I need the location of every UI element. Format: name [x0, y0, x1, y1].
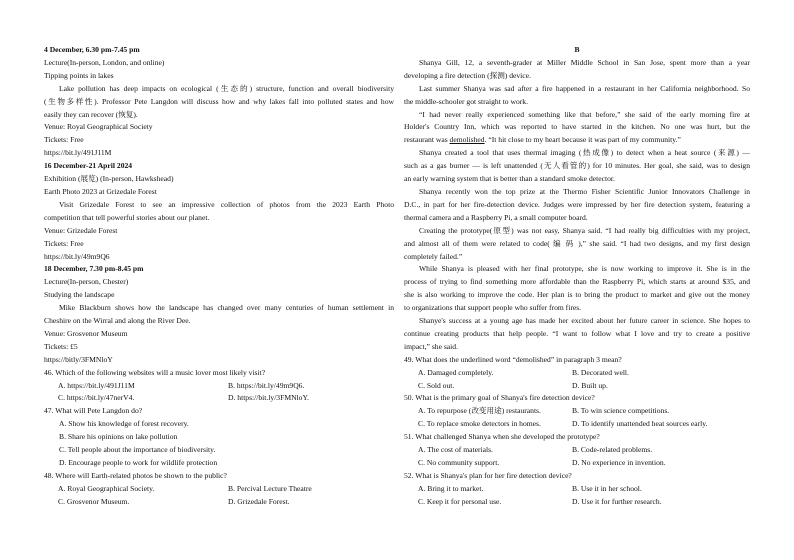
- option-row: [404, 483, 750, 496]
- passage-line: Shanye's success at a young age has made her excited about her future career in science. She hopes to: [419, 316, 750, 326]
- option-b[interactable]: B. To win science competitions.: [572, 406, 670, 416]
- event-description: easily they can recover (恢复).: [44, 109, 138, 119]
- event-type: Exhibition (展览) (In-person, Hawkshead): [44, 174, 174, 184]
- question-stem: 46. Which of the following websites will a music lover most likely visit?: [44, 367, 266, 377]
- option-row: [404, 380, 750, 393]
- event-venue: Venue: Royal Geographical Society: [44, 122, 153, 132]
- event-title: Earth Photo 2023 at Grizedale Forest: [44, 186, 157, 196]
- option-d[interactable]: D. Built up.: [572, 380, 608, 390]
- option-a[interactable]: A. Royal Geographical Society.: [58, 483, 155, 493]
- event-description: Visit Grizedale Forest to see an impressive collection of photos from the 2023 Earth Photo: [59, 199, 394, 209]
- question-stem: 47. What will Pete Langdon do?: [44, 406, 143, 416]
- event-link[interactable]: https://bit.ly/491J11M: [44, 148, 112, 158]
- option-d[interactable]: D. No experience in invention.: [572, 458, 666, 467]
- passage-line: Creating the prototype(原型) was not easy, Shanya said. “I had really big difficulties with my project,: [419, 225, 750, 235]
- passage-line: to organizations that support people who suffer from fires.: [404, 303, 582, 313]
- option-b[interactable]: B. Decorated well.: [572, 367, 629, 377]
- passage-line: continue creating products that help people. “I want to follow what I love and try to create a positive: [404, 328, 750, 338]
- event-date: 4 December, 6.30 pm-7.45 pm: [44, 45, 140, 54]
- option-c[interactable]: C. No community support.: [418, 458, 500, 467]
- event-type: Lecture(In-person, Chester): [44, 277, 129, 287]
- question-stem: 51. What challenged Shanya when she developed the prototype?: [404, 432, 600, 442]
- event-title: Studying the landscape: [44, 290, 115, 300]
- option-row: [404, 405, 750, 418]
- event-venue: Venue: Grizedale Forest: [44, 225, 118, 235]
- event-description: competition that tell powerful stories about our planet.: [44, 212, 210, 222]
- option-d[interactable]: D. Encourage people to work for wildlife protection: [59, 458, 218, 467]
- passage-line: process of trying to find something more affordable than the Raspberry Pi, which starts at around $35, and: [404, 277, 750, 287]
- event-type: Lecture(In-person, London, and online): [44, 57, 165, 67]
- option-b[interactable]: B. https://bit.ly/49m9Q6.: [228, 380, 305, 390]
- option-a[interactable]: A. Show his knowledge of forest recovery.: [59, 419, 189, 429]
- passage-line: Shanya Gill, 12, a seventh-grader at Miller Middle School in San Jose, spent more than a year: [419, 57, 750, 67]
- passage-line: the middle-schooler got straight to work.: [404, 96, 529, 106]
- passage-line: While Shanya is pleased with her final prototype, she is now working to improve it. She is in the: [419, 264, 750, 274]
- event-description: Lake pollution has deep impacts on ecological (生态的) structure, function and overall biodiversity: [59, 83, 394, 93]
- event-venue: Venue: Grosvenor Museum: [44, 328, 128, 338]
- passage-text: restaurant was: [404, 135, 450, 145]
- underlined-word: demolished: [449, 135, 485, 145]
- option-c[interactable]: C. Keep it for personal use.: [418, 496, 502, 506]
- passage-line: Holder's Country Inn, which was reported to have started in the kitchen. No one was hurt, but the: [404, 122, 750, 132]
- option-row: [404, 444, 750, 457]
- event-description: (生物多样性). Professor Pete Langdon will discuss how and why lakes fall into polluted states and how: [44, 96, 394, 106]
- option-c[interactable]: C. Tell people about the importance of biodiversity.: [59, 445, 216, 455]
- option-row: [44, 392, 394, 405]
- passage-line: impact,” she said.: [404, 341, 458, 351]
- event-date: 18 December, 7.30 pm-8.45 pm: [44, 264, 144, 274]
- passage-line: [404, 134, 750, 147]
- passage-line: Shanya created a tool that uses thermal imaging (热成像) to detect when a heat source (来源) —: [419, 148, 750, 158]
- option-row: [404, 367, 750, 380]
- passage-line: she is also working to improve the code. Her plan is to bring the product to market and give out the money: [404, 290, 750, 300]
- passage-line: an early warning system that is better than a standard smoke detector.: [404, 174, 615, 184]
- option-a[interactable]: A. To repurpose (改变用途) restaurants.: [418, 406, 541, 416]
- event-link[interactable]: https://bitly/3FMNloY: [44, 354, 113, 364]
- option-b[interactable]: B. Use it in her school.: [572, 483, 642, 493]
- passage-line: and almost all of them were related to code( 编 码 ),” she said. “I had two designs, and my first design: [404, 238, 750, 248]
- question-stem: 49. What does the underlined word “demolished” in paragraph 3 mean?: [404, 354, 622, 364]
- event-date: 16 December-21 April 2024: [44, 161, 133, 171]
- option-c[interactable]: C. Sold out.: [418, 380, 455, 390]
- option-c[interactable]: C. To replace smoke detectors in homes.: [418, 419, 541, 429]
- option-row: [44, 496, 394, 509]
- left-column: [44, 44, 394, 509]
- option-row: [404, 457, 750, 470]
- passage-line: “I had never really experienced something like that before,” she said of the early morning fire at: [419, 109, 750, 119]
- option-b[interactable]: B. Share his opinions on lake pollution: [59, 432, 178, 442]
- event-title: Tipping points in lakes: [44, 70, 114, 80]
- passage-line: thermal camera and a Raspberry Pi, a small computer board.: [404, 212, 588, 222]
- option-c[interactable]: C. Grosvenor Museum.: [58, 496, 130, 506]
- option-d[interactable]: D. Grizedale Forest.: [228, 496, 290, 506]
- option-row: [404, 496, 750, 509]
- option-a[interactable]: A. Bring it to market.: [418, 483, 484, 493]
- option-row: [44, 483, 394, 496]
- right-column: [404, 44, 750, 509]
- question-stem: 48. Where will Earth-related photos be shown to the public?: [44, 470, 227, 480]
- option-a[interactable]: A. The cost of materials.: [418, 445, 493, 455]
- passage-text: . “It hit close to my heart because it was part of my community.”: [484, 135, 681, 145]
- question-stem: 52. What is Shanya's plan for her fire detection device?: [404, 470, 572, 480]
- passage-line: completely failed.”: [404, 251, 463, 261]
- passage-line: such as a gas burner — is left unattended (无人看管的) for 10 minutes. Her goal, she said, was to design: [404, 161, 750, 171]
- passage-line: developing a fire detection (探测) device.: [404, 70, 531, 80]
- option-b[interactable]: B. Code-related problems.: [572, 445, 653, 455]
- option-d[interactable]: D. https://bit.ly/3FMNloY.: [228, 393, 309, 403]
- event-description: Mike Blackburn shows how the landscape has changed over many centuries of human settlement in: [59, 303, 394, 313]
- option-d[interactable]: D. Use it for further research.: [572, 496, 662, 506]
- event-tickets: Tickets: Free: [44, 238, 84, 248]
- section-heading: B: [574, 45, 580, 54]
- passage-line: Shanya recently won the top prize at the Thermo Fisher Scientific Junior Innovators Challenge in: [419, 186, 750, 196]
- option-a[interactable]: A. https://bit.ly/491J11M: [58, 380, 135, 390]
- passage-line: Last summer Shanya was sad after a fire happened in a restaurant in her California neighborhood. So: [419, 83, 750, 93]
- event-description: Cheshire on the Wirral and along the River Dee.: [44, 316, 191, 326]
- option-a[interactable]: A. Damaged completely.: [418, 367, 494, 377]
- option-c[interactable]: C. https://bit.ly/47nerV4.: [58, 393, 135, 403]
- event-tickets: Tickets: £5: [44, 341, 78, 351]
- event-link[interactable]: https://bit.ly/49m9Q6: [44, 251, 110, 261]
- passage-line: D.C., in part for her fire-detection device. Judges were impressed by her fire detection system, featuring a: [404, 199, 750, 209]
- question-stem: 50. What is the primary goal of Shanya's fire detection device?: [404, 393, 595, 403]
- option-d[interactable]: D. To identify unattended heat sources early.: [572, 419, 708, 429]
- option-b[interactable]: B. Percival Lecture Theatre: [228, 483, 312, 493]
- event-tickets: Tickets: Free: [44, 135, 84, 145]
- option-row: [404, 418, 750, 431]
- option-row: [44, 380, 394, 393]
